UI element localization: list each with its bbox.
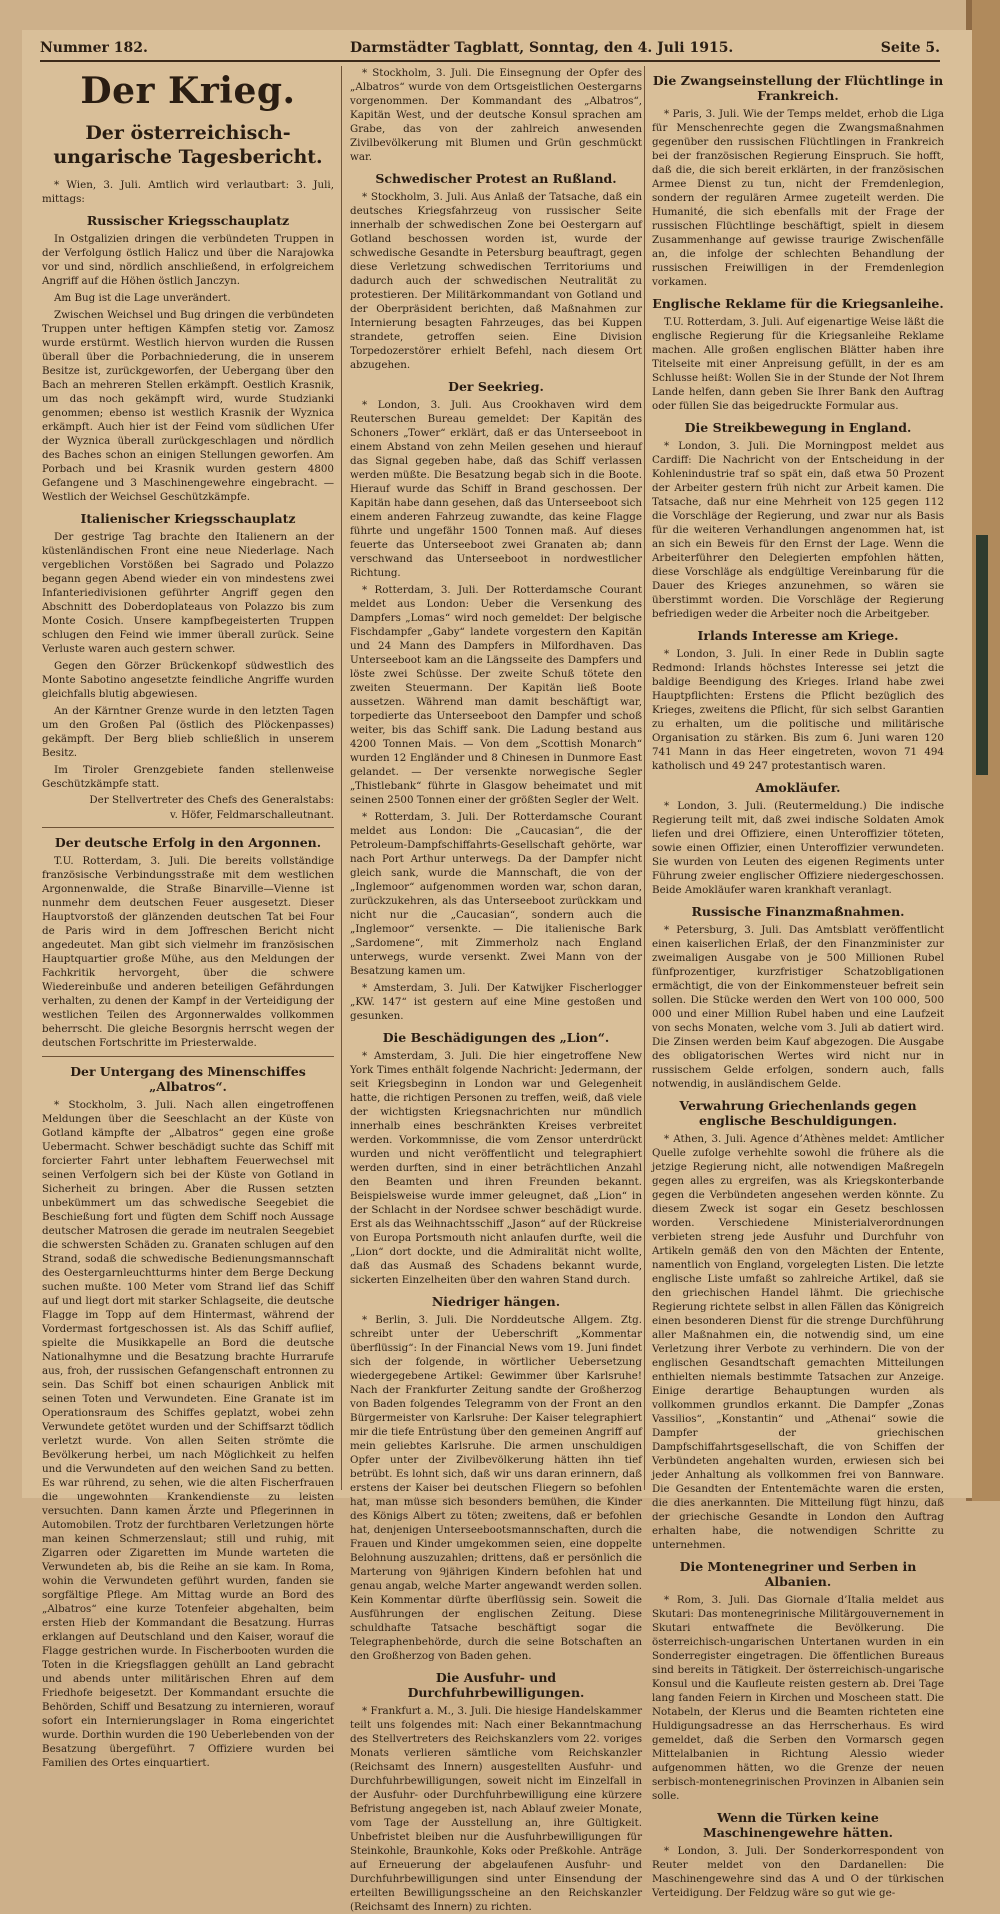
masthead-date: Darmstädter Tagblatt, Sonntag, den 4. Juli 1915.	[350, 40, 734, 56]
paragraph: * Stockholm, 3. Juli. Aus Anlaß der Tatsache, daß ein deutsches Kriegsfahrzeug von russischer Seite innerhalb der schwedischen Zone bei Oestergarn auf Gotland beschossen worden ist, wurde der schwedische Gesandte in Petersburg beauftragt, gegen diese Verletzung schwedischen Territoriums und dadurch auch der schwedischen Neutralität zu protestieren. Der Militärkommandant von Gotland und der Oberpräsident berichten, daß Maßnahmen zur Internierung besagten Fahrzeuges, das bei Kuppen strandete, getroffen seien. Eine Division Torpedozerstörer erhielt Befehl, nach diesem Ort abzugehen.	[350, 191, 642, 371]
article-headline: Die Zwangseinstellung der Flüchtlinge in Frankreich.	[652, 73, 944, 103]
paragraph: * London, 3. Juli. Aus Crookhaven wird dem Reuterschen Bureau gemeldet: Der Kapitän des Schoners „Tower“ erklärt, daß er das Unterseeboot in einem Abstand von zehn Meilen gesehen und hierauf das Signal gegeben habe, daß das Schiff verlassen werden müßte. Die Besatzung begab sich in die Boote. Hierauf wurde das Schiff in Brand geschossen. Der Kapitän habe dann gesehen, daß das Unterseeboot sich einem anderen Fahrzeug zuwandte, das keine Flagge führte und ungefähr 1500 Tonnen maß. Auf dieses feuerte das Unterseeboot zwei Granaten ab; dann verschwand das Unterseeboot in nordwestlicher Richtung.	[350, 399, 642, 579]
article-headline: Der deutsche Erfolg in den Argonnen.	[54, 834, 322, 850]
subheading: Russischer Kriegsschauplatz	[86, 212, 290, 228]
article-headline: Die Montenegriner und Serben in Albanien.	[679, 1559, 917, 1589]
paragraph: * Rotterdam, 3. Juli. Der Rotterdamsche Courant meldet aus London: Die „Caucasian“, die der Petroleum-Dampfschiffahrts-Gesellschaft gehörte, war nach Port Arthur unterwegs. Da der Dampfer nicht gleich sank, wurde die Mannschaft, die von der „Inglemoor“ aufgenommen worden war, schon daran, zurückzukehren, als das Unterseeboot zurückkam und nicht nur die „Caucasian“, sondern auch die „Inglemoor“ versenkte. — Die italienische Bark „Sardomene“, mit Zimmerholz nach England unterwegs, wurde versenkt. Zwei Mann von der Besatzung kamen um.	[350, 811, 642, 977]
paragraph: * Rom, 3. Juli. Das Giornale d’Italia meldet aus Skutari: Das montenegrinische Militärgouvernement in Skutari entwaffnete die Bevölkerung. Die österreichisch-ungarischen Untertanen wurden in ein Sonderregister eingetragen. Die öffentlichen Bureaus sind bereits in Tätigkeit. Der österreichisch-ungarische Konsul und die Kaufleute reisten gestern ab. Drei Tage lang fanden Feiern in Kirchen und Moscheen statt. Die Notabeln, der Klerus und die Beamten richteten eine Huldigungsadresse an das Herrscherhaus. Es wird gemeldet, daß die Serben den Vormarsch gegen Mittelalbanien in Richtung Alessio wieder aufgenommen hätten, wo die Grenze der neuen serbisch-montenegrinischen Provinzen in Albanien sein solle.	[652, 1594, 944, 1802]
paragraph: Gegen den Görzer Brückenkopf südwestlich des Monte Sabotino angesetzte feindliche Angriffe wurden gleichfalls blutig abgewiesen.	[42, 659, 334, 700]
binding-strip	[976, 535, 988, 775]
article-headline: Schwedischer Protest an Rußland.	[375, 171, 617, 186]
article-headline: Der Untergang des Minenschiffes „Albatros“.	[70, 1063, 306, 1094]
paragraph: * Rotterdam, 3. Juli. Der Rotterdamsche Courant meldet aus London: Ueber die Versenkung des Dampfers „Lomas“ wird noch gemeldet: Der belgische Fischdampfer „Gaby“ landete vorgestern den Kapitän und 24 Mann des Dampfers in Milfordhaven. Das Unterseeboot kam an die Längsseite des Dampfers und löste zwei Schüsse. Der zweite Schuß tötete den zweiten Steuermann. Der Kapitän ließ Boote aussetzen. Während man damit beschäftigt war, torpedierte das Unterseeboot den Dampfer und schoß weiter, bis das Schiff sank. Die Ladung bestand aus 4200 Tonnen Mais. — Von dem „Scottish Monarch“ wurden 12 Engländer und 8 Chinesen in Dunmore East gelandet. — Der versenkte norwegische Segler „Thistlebank“ führte in Glasgow beheimatet und mit seinen 2500 Tonnen einer der größten Segler der Welt.	[350, 584, 642, 806]
article-headline: Russische Finanzmaßnahmen.	[691, 904, 905, 919]
paragraph: * London, 3. Juli. Die Morningpost meldet aus Cardiff: Die Nachricht von der Entscheidung in der Kohlenindustrie traf so spät ein, daß etwa 50 Prozent der Arbeiter gestern früh nicht zur Arbeit kamen. Die Tatsache, daß nur eine Mehrheit von 125 gegen 112 die Vorschläge der Regierung, und zwar nur als Basis für die weiteren Verhandlungen angenommen hat, ist an sich ein Beweis für den Ernst der Lage. Wenn die Arbeiterführer den Delegierten empfohlen hätten, diese Vorschläge als endgültige Vereinbarung für die Dauer des Krieges anzunehmen, so wären sie überstimmt worden. Die Vorschläge der Regierung befriedigen weder die Arbeiter noch die Arbeitgeber.	[652, 440, 944, 620]
paragraph: * Frankfurt a. M., 3. Juli. Die hiesige Handelskammer teilt uns folgendes mit: Nach einer Bekanntmachung des Stellvertreters des Reichskanzlers vom 22. voriges Monats verlieren sämtliche vom Reichskanzler (Reichsamt des Innern) ausgestellten Ausfuhr- und Durchfuhrbewilligungen, soweit nicht im Einzelfall in der Ausfuhr- oder Durchfuhrbewilligung eine kürzere Befristung angegeben ist, nach Ablauf zweier Monate, vom Tage der Ausstellung an, ihre Gültigkeit. Unbefristet bleiben nur die Ausfuhrbewilligungen für Steinkohle, Braunkohle, Koks oder Preßkohle. Anträge auf Erneuerung der abgelaufenen Ausfuhr- und Durchfuhrbewilligungen sind unter Einsendung der erteilten Bewilligungsscheine an den Reichskanzler (Reichsamt des Innern) zu richten.	[350, 1705, 642, 1913]
paragraph: * London, 3. Juli. Der Sonderkorrespondent von Reuter meldet von den Dardanellen: Die Maschinengewehre sind das A und O der türkischen Verteidigung. Der Feldzug wäre so gut wie ge-	[652, 1845, 944, 1899]
page-header	[40, 40, 940, 60]
paragraph: * London, 3. Juli. In einer Rede in Dublin sagte Redmond: Irlands höchstes Interesse sei jetzt die baldige Beendigung des Krieges. Irland habe zwei Hauptpflichten: Erstens die Pflicht bezüglich des Krieges, zweitens die Pflicht, für sich selbst Garantien zu erhalten, um die politische und militärische Organisation zu stärken. Bis zum 6. Juni waren 120 741 Mann in das Heer eingetreten, wovon 71 494 katholisch und 49 247 protestantisch waren.	[652, 648, 944, 772]
article-headline: Die Ausfuhr- und Durchfuhrbewilligungen.	[407, 1670, 585, 1700]
paragraph: Am Bug ist die Lage unverändert.	[54, 291, 231, 304]
divider	[42, 1056, 334, 1057]
column-1	[42, 66, 334, 1769]
page-number: Seite 5.	[880, 40, 940, 56]
divider	[42, 827, 334, 828]
article-headline: Wenn die Türken keine Maschinengewehre hätten.	[702, 1810, 894, 1840]
column-3	[652, 66, 944, 1899]
article-headline: Verwahrung Griechenlands gegen englische Beschuldigungen.	[679, 1098, 917, 1128]
signature-line: Der Stellvertreter des Chefs des Generalstabs:	[89, 793, 334, 806]
paragraph: Im Tiroler Grenzgebiete fanden stellenweise Geschützkämpfe statt.	[42, 763, 334, 790]
paragraph: In Ostgalizien dringen die verbündeten Truppen in der Verfolgung östlich Halicz und über die Narajowka vor und sind, nördlich anschließend, in erfolgreichem Angriff auf die Höhen östlich Janczyn.	[42, 232, 334, 287]
paragraph: * Stockholm, 3. Juli. Die Einsegnung der Opfer des „Albatros“ wurde von dem Ortsgeistlichen Oestergarns vorgenommen. Der Kommandant des „Albatros“, Kapitän West, und der deutsche Konsul sprachen am Grabe, das von der zahlreich anwesenden Zivilbevölkerung mit Blumen und Grün geschmückt war.	[350, 67, 642, 163]
article-headline: Niedriger hängen.	[431, 1294, 561, 1309]
paragraph: * Amsterdam, 3. Juli. Der Katwijker Fischerlogger „KW. 147“ ist gestern auf eine Mine gestoßen und gesunken.	[350, 982, 642, 1022]
paragraph: * Athen, 3. Juli. Agence d’Athènes meldet: Amtlicher Quelle zufolge verhehlte sowohl die frühere als die jetzige Regierung nicht, alle notwendigen Maßregeln gegen alles zu ergreifen, was als Kriegskonterbande gegen die Verbündeten angesehen werden könnte. Zu diesem Zweck ist sogar ein Gesetz beschlossen worden. Verschiedene Ministerialverordnungen verbieten streng jede Ausfuhr und Durchfuhr von Artikeln gemäß den von den Mächten der Entente, namentlich von England, vorgelegten Listen. Die letzte englische Liste umfaßt so zahlreiche Artikel, daß sie den griechischen Handel lähmt. Die griechische Regierung richtete selbst in allen Fällen das Königreich einen besonderen Dienst für die strenge Durchführung aller Maßnahmen ein, die notwendig sind, um eine Verletzung ihrer Verbote zu verhindern. Die von der englischen Gesandtschaft gemachten Mitteilungen enthielten niemals bestimmte Tatsachen zur Anzeige. Einige derartige Behauptungen wurden als vollkommen grundlos erkannt. Die Dampfer „Zonas Vassilios“, „Konstantin“ und „Athenai“ sowie die Dampfer der griechischen Dampfschiffahrtsgesellschaft, die von Schiffen der Verbündeten angehalten wurden, erwiesen sich bei jeder Anhaltung als vollkommen frei von Bannware. Die Gesandten der Ententemächte waren die ersten, die dies anerkannten. Die Mitteilung fügt hinzu, daß der griechische Gesandte in London den Auftrag erhalten habe, die notwendigen Schritte zu unternehmen.	[652, 1133, 944, 1551]
dateline: * Wien, 3. Juli. Amtlich wird verlautbart: 3. Juli, mittags:	[42, 178, 334, 205]
column-2	[350, 66, 642, 1913]
article-headline: Die Beschädigungen des „Lion“.	[382, 1030, 610, 1045]
paragraph: Der gestrige Tag brachte den Italienern an der küstenländischen Front eine neue Niederlage. Nach vergeblichen Vorstößen bei Sagrado und Polazzo begann gegen Abend wieder ein von mindestens zwei Infanteriedivisionen geführter Angriff gegen den Abschnitt des Doberdoplateaus von Polazzo bis zum Monte Cosich. Unsere kampfbegeisterten Truppen schlugen den Feind wie immer überall zurück. Seine Verluste waren auch gestern schwer.	[42, 530, 334, 655]
paragraph: T.U. Rotterdam, 3. Juli. Die bereits vollständige französische Verbindungsstraße mit dem westlichen Argonnenwalde, die Straße Binarville—Vienne ist nunmehr dem deutschen Feuer ausgesetzt. Dieser Hauptvorstoß der glänzenden deutschen Tat bei Four de Paris wird in dem Joffreschen Bericht nicht angedeutet. Man gibt sich vielmehr im französischen Hauptquartier große Mühe, aus den Meldungen der Fachkritik hervorgeht, über die schwere Wiedereinbuße und anderen beteiligen Gefährdungen verhalten, zu denen der Kampf in der Verteidigung der westlichen Teilen des Argonnerwaldes vollkommen beherrscht. Die gleiche Besorgnis herrscht wegen der deutschen Fortschritte im Priesterwalde.	[42, 854, 334, 1049]
paragraph: * London, 3. Juli. (Reutermeldung.) Die indische Regierung teilt mit, daß zwei indische Soldaten Amok liefen und drei Offiziere, einen Unteroffizier töteten, sowie einen Offizier, einen Unteroffizier verwundeten. Sie wurden von Leuten des eigenen Regiments unter Führung zweier englischer Offiziere niedergeschossen. Beide Amokläufer waren krankhaft veranlagt.	[652, 800, 944, 896]
header-rule	[40, 60, 940, 62]
paragraph: Zwischen Weichsel und Bug dringen die verbündeten Truppen unter heftigen Kämpfen stetig vor. Zamosz wurde erstürmt. Westlich hiervon wurden die Russen überall über die Porbachniederung, die in unserem Besitze ist, zurückgeworfen, der Uebergang über den Bach an mehreren Stellen erkämpft. Oestlich Krasnik, um das noch gekämpft wird, wurde Studzianki genommen; ebenso ist westlich Krasnik der Wyznica erkämpft. Auch hier ist der Feind vom südlichen Ufer der Wyznica überall zurückgeschlagen und nördlich des Baches schon an einigen Stellungen geworfen. Am Porbach und bei Krasnik wurden gestern 4800 Gefangene und 3 Maschinengewehre eingebracht. — Westlich der Weichsel Geschützkämpfe.	[42, 308, 334, 503]
article-headline: Der Seekrieg.	[448, 379, 544, 394]
subheading: Italienischer Kriegsschauplatz	[80, 510, 296, 526]
column-divider	[644, 66, 645, 1490]
section-title: Der Krieg.	[80, 70, 296, 112]
signature-line: v. Höfer, Feldmarschalleutnant.	[169, 808, 334, 821]
paragraph: * Berlin, 3. Juli. Die Norddeutsche Allgem. Ztg. schreibt unter der Ueberschrift „Kommentar überflüssig“: In der Financial News vom 19. Juni findet sich der folgende, in wörtlicher Uebersetzung wiedergegebene Artikel: Gewimmer über Karlsruhe! Nach der Frankfurter Zeitung sandte der Großherzog von Baden folgendes Telegramm von der Front an den Bürgermeister von Karlsruhe: Der Kaiser telegraphiert mir die tiefe Entrüstung über den gemeinen Angriff auf mein geliebtes Karlsruhe. Die armen unschuldigen Opfer unter der Zivilbevölkerung hätten ihn tief betrübt. Es lohnt sich, daß wir uns daran erinnern, daß erstens der Kaiser bei deutschen Fliegern so befohlen hat, man müsse sich besonders bemühen, die Kinder des Königs Albert zu töten; zweitens, daß er befohlen hat, denjenigen Unterseebootsmannschaften, durch die Frauen und Kinder umgekommen seien, eine doppelte Belohnung auszuzahlen; drittens, daß er persönlich die Marterung von 9jährigen Kindern befohlen hat und genau angab, welche Marter angewandt werden sollen. Kein Kommentar dürfte überflüssig sein. Soweit die Ausführungen der englischen Zeitung. Diese schuldhafte Tatsache beschäftigt sogar die Telegraphenbehörde, durch die seine Botschaften an den Großherzog von Baden gehen.	[350, 1314, 642, 1662]
article-headline: Amokläufer.	[755, 780, 841, 795]
column-divider	[341, 66, 342, 1490]
paragraph: * Amsterdam, 3. Juli. Die hier eingetroffene New York Times enthält folgende Nachricht: Jedermann, der seit Kriegsbeginn in London war und Gelegenheit hatte, die richtigen Personen zu treffen, weiß, daß viele der wichtigsten Kriegsnachrichten nur mündlich innerhalb eines beschränkten Kreises verbreitet werden. Vorkommnisse, die vom Zensor unterdrückt wurden und nicht veröffentlicht und telegraphiert werden durften, sind in einer beträchtlichen Anzahl den Beamten und ihren Freunden bekannt. Beispielsweise wurde immer geleugnet, daß „Lion“ in der Schlacht in der Nordsee schwer beschädigt wurde. Erst als das Weihnachtsschiff „Jason“ auf der Rückreise von Europa Portsmouth nicht anlaufen durfte, weil die „Lion“ dort dockte, und die Admiralität nicht wollte, daß das Ausmaß des Schadens bekannt wurde, sickerten Einzelheiten über den wahren Stand durch.	[350, 1050, 642, 1286]
paragraph: * Petersburg, 3. Juli. Das Amtsblatt veröffentlicht einen kaiserlichen Erlaß, der den Finanzminister zur zweimaligen Ausgabe von je 500 Millionen Rubel fünfprozentiger, kurzfristiger Schatzobligationen ermächtigt, die von der Einkommensteuer befreit sein sollen. Die Stücke werden den Wert von 100 000, 500 000 und einer Million Rubel haben und eine Laufzeit von sechs Monaten, welche vom 3. Juli ab datiert wird. Die Zinsen werden beim Kauf abgezogen. Die Ausgabe des obligatorischen Wertes wird nicht nur in russischem Gelde erfolgen, sondern auch, falls notwendig, in ausländischem Gelde.	[652, 924, 944, 1090]
paragraph: * Stockholm, 3. Juli. Nach allen eingetroffenen Meldungen über die Seeschlacht an der Küste von Gotland kämpfte der „Albatros“ gegen eine große Uebermacht. Schwer beschädigt suchte das Schiff mit forcierter Fahrt unter lebhaftem Feuerwechsel mit seinen Verfolgern sich bei der Küste von Gotland in Sicherheit zu bringen. Aber die Russen setzten unbekümmert um das schwedische Seegebiet die Beschießung fort und fügten dem Schiff noch Aussage deutscher Matrosen die gerade im neutralen Seegebiet die schwersten Schäden zu. Granaten schlugen auf den Strand, sodaß die schwedische Bedienungsmannschaft des Oestergarnleuchtturms hinter dem Berge Deckung suchen mußte. 100 Meter vom Strand lief das Schiff auf und liegt dort mit starker Schlagseite, die deutsche Flagge im Topp auf dem Hintermast, während der Vordermast fortgeschossen ist. Als das Schiff auflief, spielte die Musikkapelle an Bord die deutsche Nationalhymne und die Besatzung brachte Hurrarufe aus, froh, der russischen Gefangenschaft entronnen zu sein. Das Schiff bot einen schaurigen Anblick mit seinen Toten und Verwundeten. Eine Granate ist im Operationsraum des Schiffes geplatzt, wobei zehn Verwundete getötet wurden und der Schiffsarzt tödlich verletzt wurde. Von allen Seiten strömte die Bevölkerung herbei, um nach Möglichkeit zu helfen und die Verwundeten auf den weichen Sand zu betten. Es war rührend, zu sehen, wie die alten Fischerfrauen die ungewohnten Krankendienste zu leisten versuchten. Dann kamen Ärzte und Pflegerinnen in Automobilen. Trotz der furchtbaren Verletzungen hörte man keinen Schmerzenslaut; still und ruhig, mit Zigarren oder Zigaretten im Munde warteten die Verwundeten ab, bis die Reihe an sie kam. In Roma, wohin die Verwundeten geführt wurden, fanden sie sorgfältige Pflege. Am Mittag wurde an Bord des „Albatros“ eine kurze Totenfeier abgehalten, beim ersten Hieb der Kommandant die Besatzung. Hurras erklangen auf Deutschland und den Kaiser, worauf die Flagge gestrichen wurde. In Fischerbooten wurden die Toten in die Kriegsflaggen gehüllt an Land gebracht und abends unter militärischen Ehren auf dem Friedhofe beigesetzt. Der Kommandant ersuchte die Behörden, Schiff und Besatzung zu internieren, worauf sofort ein Internierungslager in Roma eingerichtet wurde. Dorthin wurden die 190 Ueberlebenden von der Besatzung übergeführt. 7 Offiziere wurden bei Familien des Ortes einquartiert.	[42, 1098, 334, 1769]
issue-number: Nummer 182.	[40, 40, 148, 56]
paragraph: An der Kärntner Grenze wurde in den letzten Tagen um den Großen Pal (östlich des Plöckenpasses) gekämpft. Der Berg blieb schließlich in unserem Besitz.	[42, 704, 334, 759]
article-headline: Englische Reklame für die Kriegsanleihe.	[652, 296, 944, 311]
paragraph: * Paris, 3. Juli. Wie der Temps meldet, erhob die Liga für Menschenrechte gegen die Zwangsmaßnahmen gegenüber den russischen Flüchtlingen in Frankreich bei der französischen Regierung Einspruch. Sie hofft, daß die, die sich bereit erklärten, in der französischen Armee Dienst zu tun, nicht der Fremdenlegion, sondern der regulären Armee zugeteilt werden. Die Humanité, die sich ebenfalls mit der Frage der russischen Flüchtlinge beschäftigt, spielt in diesem Zusammenhange auf gewisse traurige Zwischenfälle an, die infolge der schlechten Behandlung der russischen Freiwilligen in der Fremdenlegion vorkamen.	[652, 108, 944, 288]
paragraph: T.U. Rotterdam, 3. Juli. Auf eigenartige Weise läßt die englische Regierung für die Kriegsanleihe Reklame machen. Alle großen englischen Blätter haben ihre Titelseite mit einer Anpreisung gefüllt, in der es am Schlusse heißt: Wollen Sie in der Stunde der Not Ihrem Lande helfen, dann geben Sie Ihrer Bank den Auftrag oder füllen Sie das beigedruckte Formular aus.	[652, 316, 944, 412]
article-headline: Die Streikbewegung in England.	[684, 420, 912, 435]
article-headline: Der österreichisch-ungarische Tagesbericht.	[53, 122, 323, 168]
article-headline: Irlands Interesse am Kriege.	[697, 628, 899, 643]
